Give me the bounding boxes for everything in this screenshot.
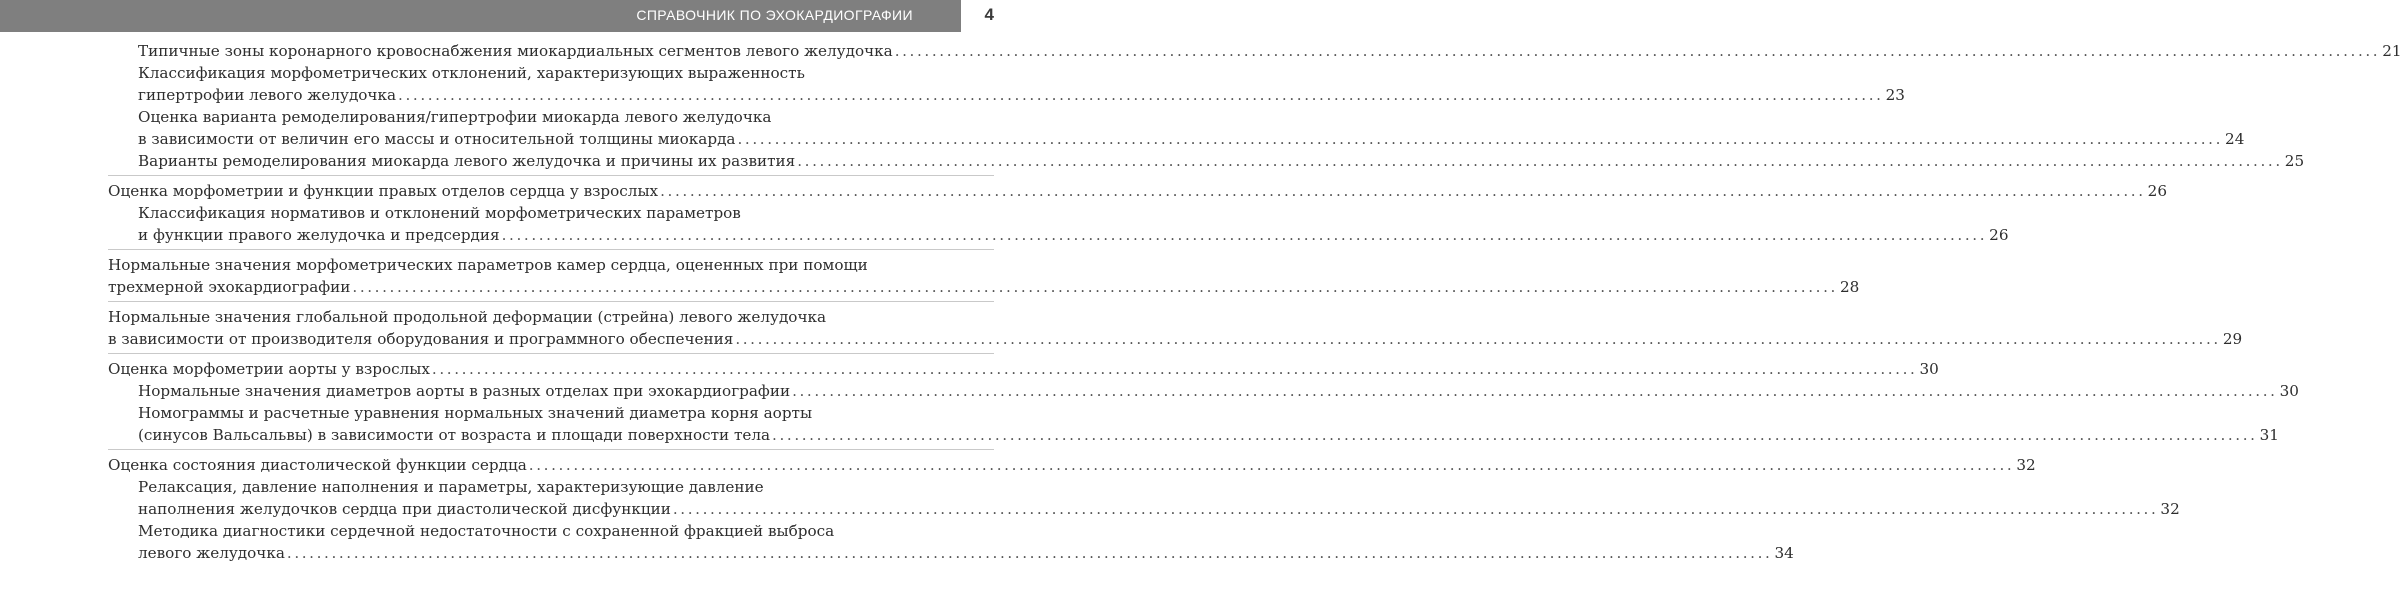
toc-entry-title: левого желудочка	[138, 544, 285, 562]
toc-entry-title: и функции правого желудочка и предсердия	[138, 226, 500, 244]
toc-entry[interactable]	[138, 380, 2299, 402]
dot-leader: ........................................................................................................................................................................................................	[528, 456, 2015, 474]
toc-entry-title: Варианты ремоделирования миокарда левого желудочка и причины их развития	[138, 152, 796, 170]
toc-entry[interactable]	[138, 476, 2180, 520]
dot-leader: ........................................................................................................................................................................................................	[672, 500, 2159, 518]
section-separator	[108, 249, 994, 250]
dot-leader: ........................................................................................................................................................................................................	[431, 360, 1918, 378]
toc-page-number: 26	[2147, 182, 2167, 200]
toc-entry-title: Методика диагностики сердечной недостаточности с сохраненной фракцией выброса	[138, 522, 835, 540]
toc-entry-title: Классификация нормативов и отклонений морфометрических параметров	[138, 204, 741, 222]
toc-page-number: 23	[1885, 86, 1905, 104]
dot-leader: ........................................................................................................................................................................................................	[797, 152, 2283, 170]
toc-entry[interactable]	[108, 254, 1860, 298]
page-number: 4	[984, 5, 994, 24]
toc-entry-title: гипертрофии левого желудочка	[138, 86, 397, 104]
toc-entry-title: Релаксация, давление наполнения и параметры, характеризующие давление	[138, 478, 764, 496]
page-header	[0, 0, 1000, 32]
toc-entry[interactable]	[108, 180, 2167, 202]
dot-leader: ........................................................................................................................................................................................................	[660, 182, 2146, 200]
toc-entry[interactable]	[108, 454, 2036, 476]
toc-entry[interactable]	[138, 62, 1905, 106]
dot-leader: ........................................................................................................................................................................................................	[894, 42, 2381, 60]
toc-page-number: 34	[1774, 544, 1794, 562]
dot-leader: ........................................................................................................................................................................................................	[737, 130, 2224, 148]
toc-entry-title: Нормальные значения глобальной продольной деформации (стрейна) левого желудочка	[108, 308, 827, 326]
toc-entry[interactable]	[138, 150, 2305, 172]
toc-page-number: 30	[2279, 382, 2299, 400]
section-separator	[108, 301, 994, 302]
toc-page-number: 24	[2225, 130, 2245, 148]
toc-entry-title: Оценка состояния диастолической функции сердца	[108, 456, 527, 474]
toc-page-number: 28	[1839, 278, 1860, 296]
section-separator	[108, 449, 994, 450]
toc-entry-title: Нормальные значения морфометрических параметров камер сердца, оцененных при помощи	[108, 256, 868, 274]
section-separator	[108, 175, 994, 176]
toc-entry[interactable]	[108, 358, 1939, 380]
dot-leader: ........................................................................................................................................................................................................	[398, 86, 1884, 104]
toc-entry-title: Классификация морфометрических отклонений, характеризующих выраженность	[138, 64, 805, 82]
toc-entry-title: Типичные зоны коронарного кровоснабжения миокардиальных сегментов левого желудочка	[138, 42, 893, 60]
dot-leader: ........................................................................................................................................................................................................	[286, 544, 1773, 562]
toc-page-number: 30	[1919, 360, 1939, 378]
dot-leader: ........................................................................................................................................................................................................	[792, 382, 2278, 400]
toc-entry-title: (синусов Вальсальвы) в зависимости от возраста и площади поверхности тела	[138, 426, 771, 444]
toc-entry-title: наполнения желудочков сердца при диастолической дисфункции	[138, 500, 671, 518]
toc-entry[interactable]	[138, 40, 2402, 62]
toc-entry[interactable]	[108, 306, 2243, 350]
toc-page-number: 26	[1989, 226, 2009, 244]
toc-page-number: 31	[2259, 426, 2279, 444]
dot-leader: ........................................................................................................................................................................................................	[772, 426, 2258, 444]
toc-entry[interactable]	[138, 202, 2009, 246]
toc-entry-title: в зависимости от величин его массы и относительной толщины миокарда	[138, 130, 736, 148]
table-of-contents	[0, 32, 2402, 593]
toc-entry-title: Оценка морфометрии и функции правых отделов сердца у взрослых	[108, 182, 659, 200]
toc-entry[interactable]	[138, 106, 2245, 150]
toc-page-number: 32	[2016, 456, 2036, 474]
toc-entry-title: трехмерной эхокардиографии	[108, 278, 351, 296]
toc-page-number: 32	[2160, 500, 2180, 518]
toc-page-number: 29	[2222, 330, 2243, 348]
toc-page-number: 21	[2382, 42, 2402, 60]
dot-leader: ........................................................................................................................................................................................................	[501, 226, 1988, 244]
dot-leader: ........................................................................................................................................................................................................	[735, 330, 2221, 348]
toc-entry-title: Номограммы и расчетные уравнения нормальных значений диаметра корня аорты	[138, 404, 813, 422]
section-separator	[108, 353, 994, 354]
toc-entry[interactable]	[138, 520, 1794, 564]
toc-entry-title: в зависимости от производителя оборудования и программного обеспечения	[108, 330, 734, 348]
header-bar	[0, 0, 961, 32]
toc-entry-title: Оценка варианта ремоделирования/гипертрофии миокарда левого желудочка	[138, 108, 772, 126]
toc-page-number: 25	[2284, 152, 2305, 170]
header-title: СПРАВОЧНИК ПО ЭХОКАРДИОГРАФИИ	[636, 7, 913, 23]
dot-leader: ........................................................................................................................................................................................................	[352, 278, 1838, 296]
toc-entry-title: Оценка морфометрии аорты у взрослых	[108, 360, 430, 378]
toc-entry-title: Нормальные значения диаметров аорты в разных отделах при эхокардиографии	[138, 382, 791, 400]
toc-entry[interactable]	[138, 402, 2279, 446]
